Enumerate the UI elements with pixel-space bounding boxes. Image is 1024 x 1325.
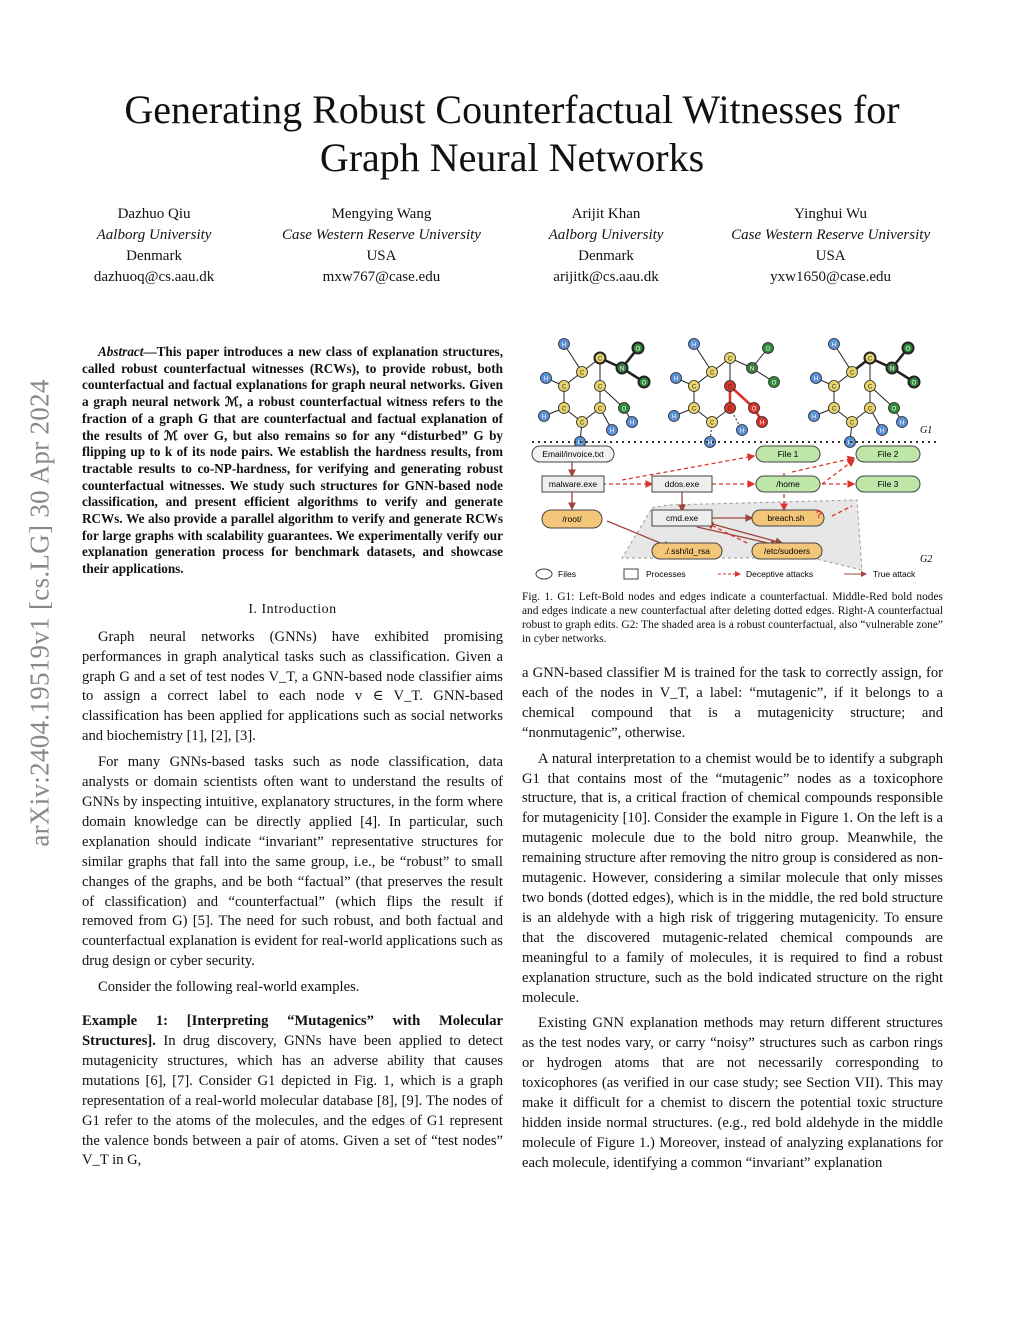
arxiv-sidebar [20,318,60,908]
atom-label: H [629,420,635,427]
node-file3-label: File 3 [877,479,899,489]
atom-label: C [579,420,585,427]
node-ssh-idrsa-label: ./.ssh/id_rsa [664,546,710,556]
atom-label: H [561,342,567,349]
atom-label: H [707,440,713,447]
right-paragraph-1: a GNN-based classifier M is trained for the task to correctly assign, for each of the nodes in V_T, a label: “mutagenic”, if it belongs to a chemical compound that is a mutagenicity structure; and “nonmutagenic”, otherwise. [522,665,943,741]
legend-true-attack: True attack [873,569,916,579]
node-root-label: /root/ [562,514,582,524]
g2-label: G2 [920,554,933,565]
atom-label: O [765,346,771,353]
atom-label: H [691,342,697,349]
atom-label: C [691,384,697,391]
atom-label: C [561,384,567,391]
atom-label: O [635,346,641,353]
author-3 [549,204,664,288]
arxiv-stamp: arXiv:2404.19519v1 [cs.LG] 30 Apr 2024 [24,379,55,847]
atom-label: H [759,420,765,427]
atom-label: H [577,440,583,447]
example-title: Example 1: [Interpreting “Mutagenics” with Molecular Structures]. [82,1013,503,1049]
paper-title [0,86,1024,182]
atom-label: H [847,440,853,447]
atom-label: C [831,406,837,413]
atom-label: C [597,384,603,391]
g1-label: G1 [920,425,933,436]
atom-label: H [671,414,677,421]
atom-label: C [709,420,715,427]
legend-file-swatch [536,569,552,579]
atom-label: C [849,420,855,427]
atom-label: H [739,428,745,435]
node-ddos-label: ddos.exe [664,479,700,489]
atom-label: H [879,428,885,435]
left-column [82,344,503,1171]
author-name: Mengying Wang [331,206,432,222]
example-paragraph [82,1012,503,1171]
atom-label: C [597,356,603,363]
atom-label: O [891,406,897,413]
author-country: Denmark [126,248,182,264]
atom-label: C [867,406,873,413]
breach-question-mark: ? [815,509,823,521]
author-name: Arijit Khan [571,206,641,222]
node-home-label: /home [776,479,800,489]
atom-label: N [619,366,625,373]
figure-1 [522,330,943,588]
atom-label: H [811,414,817,421]
atom-label: H [543,376,549,383]
author-email: yxw1650@case.edu [770,269,892,285]
atom-label: H [899,420,905,427]
molecule-left [539,339,650,448]
legend-files: Files [558,569,576,579]
intro-paragraph-1: Graph neural networks (GNNs) have exhibited promising performances in graph analytical tasks such as classification. Given a graph G and a set of test nodes V_T, a GNN-based node classifier aims to assign a correct label to each node v ∈ V_T. GNN-based classification has been applied for applications such as social networks and biochemistry [1], [2], [3]. [82,628,503,745]
author-country: USA [366,248,397,264]
node-breach-label: breach.sh [767,513,805,523]
author-email: mxw767@case.edu [322,269,441,285]
atom-label: C [597,406,603,413]
intro-paragraph-3: Consider the following real-world examples. [98,979,360,996]
author-affiliation: Case Western Reserve University [281,227,481,243]
atom-label: C [849,370,855,377]
legend-deceptive: Deceptive attacks [746,569,814,579]
legend-processes: Processes [646,569,686,579]
atom-label: C [691,406,697,413]
legend-process-swatch [624,569,638,579]
author-2 [282,204,481,288]
author-affiliation: Aalborg University [96,227,212,243]
author-country: Denmark [578,248,634,264]
atom-label: C [709,370,715,377]
atom-label: H [831,342,837,349]
author-country: USA [815,248,846,264]
example-body: In drug discovery, GNNs have been applied to detect mutagenicity structures, which has an adverse ability that causes mutations [6], [7]. Consider G1 depicted in Fig. 1, which is a graph representation of a real-world molecular database [8], [9]. The nodes of G1 refer to the atoms of the molecules, and the edges of G1 represent the valence bonds between a pair of atoms. Given a set of “test nodes” V_T in G, [82,1032,503,1169]
author-name: Yinghui Wu [794,206,868,222]
atom-label: H [813,376,819,383]
author-affiliation: Aalborg University [548,227,664,243]
author-1 [94,204,214,288]
abstract-lead: Abstract [98,344,144,359]
atom-label: C [727,356,733,363]
author-email: arijitk@cs.aau.dk [553,269,659,285]
atom-label: C [831,384,837,391]
title-line-1: Generating Robust Counterfactual Witnesses for [124,87,900,132]
node-etc-sudoers-label: /etc/sudoers [763,546,811,556]
intro-paragraph-2: For many GNNs-based tasks such as node classification, data analysts or domain scientists often want to understand the results of GNNs by inspecting intuitive, explanatory structures, in the form where domain knowledge can be directly applied [4]. In particular, such explanation should indicate “invariant” representative structures for similar graphs that fall into the same group, i.e., be “robust” to small changes of the graphs, and be both “factual” (that preserves the result of classification) and “counterfactual” (which flips the result if removed from G) [5]. The need for such robust, and both factual and counterfactual explanation is evident for real-world applications such as drug design or cyber security. [82,754,503,970]
figure-caption: Fig. 1. G1: Left-Bold nodes and edges indicate a counterfactual. Middle-Red bold nodes and edges indicate a new counterfactual after deleting dotted edges. Right-A counterfactual robust to graph edits. G2: The shaded area is a robust counterfactual, also “vulnerable zone” in cyber networks. [522,591,943,645]
atom-label: O [911,380,917,387]
atom-label: C [727,406,733,413]
author-email: dazhuoq@cs.aau.dk [93,269,215,285]
title-line-2: Graph Neural Networks [319,135,705,180]
abstract [82,344,503,578]
author-name: Dazhuo Qiu [117,206,191,222]
node-email-invoice-label: Email/invoice.txt [542,449,604,459]
atom-label: H [609,428,615,435]
atom-label: C [727,384,733,391]
atom-label: H [541,414,547,421]
atom-label: O [771,380,777,387]
atom-label: O [641,380,647,387]
atom-label: N [749,366,755,373]
right-paragraph-3: Existing GNN explanation methods may return different structures as the test nodes vary, or carry “noisy” structures such as carbon rings or hydrogen atoms that are not necessarily corresponding to toxicophores (as verified in our case study; see Section VII). This may make it difficult for a chemist to discern the potential toxic structure hidden inside normal structures. (e.g., red bold aldehyde in the middle molecule of Figure 1.) Moreover, instead of analyzing explanations for each molecule, identifying a common “invariant” explanation [522,1015,943,1171]
node-malware-label: malware.exe [548,479,598,489]
molecule-right [809,339,920,448]
atom-label: O [905,346,911,353]
author-affiliation: Case Western Reserve University [731,227,931,243]
molecule-middle [669,339,780,448]
node-file1-label: File 1 [777,449,799,459]
atom-label: O [621,406,627,413]
author-list [60,204,964,288]
right-column [522,664,943,1180]
atom-label: H [673,376,679,383]
atom-label: C [561,406,567,413]
author-4 [731,204,930,288]
node-file2-label: File 2 [877,449,899,459]
atom-label: C [867,356,873,363]
atom-label: N [889,366,895,373]
atom-label: O [751,406,757,413]
section-heading: I. Introduction [248,601,337,617]
atom-label: C [579,370,585,377]
right-paragraph-2: A natural interpretation to a chemist would be to identify a subgraph G1 that contains most of the “mutagenic” nodes as a toxicophore structure, that is, a critical fraction of chemical compounds responsible for mutagenicity [10]. Consider the example in Figure 1. On the left is a mutagenic molecule due to the bold nitro group. Meanwhile, the remaining structure after removing the nitro group is considered as non-mutagenic. However, considering a similar molecule that only misses two bonds (dotted edges), which is in the middle, the red bold structure is an aldehyde with a high risk of triggering mutagenicity. To ensure that the discovered mutagenic-related chemical compounds are meaningful to a family of molecules, it is required to find a robust explanation structure, such as the bold indicated structure on the right molecule. [522,750,943,1006]
abstract-body: —This paper introduces a new class of explanation structures, called robust counterfactual witnesses (RCWs), to provide robust, both counterfactual and factual explanations for graph neural networks. Given a graph neural network ℳ, a robust counterfactual witness refers to the fraction of a graph G that are counterfactual and factual explanation of the results of ℳ over G, but also remains so for any “disturbed” G by flipping up to k of its node pairs. We establish the hardness results, from tractable results to co-NP-hardness, for verifying and generating robust counterfactual witnesses. We study such structures for GNN-based node classification, and present efficient algorithms to verify and generate RCWs. We also provide a parallel algorithm to verify and generate RCWs for large graphs with scalability guarantees. We experimentally verify our explanation generation process for benchmark datasets, and showcase their applications. [82,344,503,577]
node-cmd-label: cmd.exe [665,513,699,523]
atom-label: C [867,384,873,391]
